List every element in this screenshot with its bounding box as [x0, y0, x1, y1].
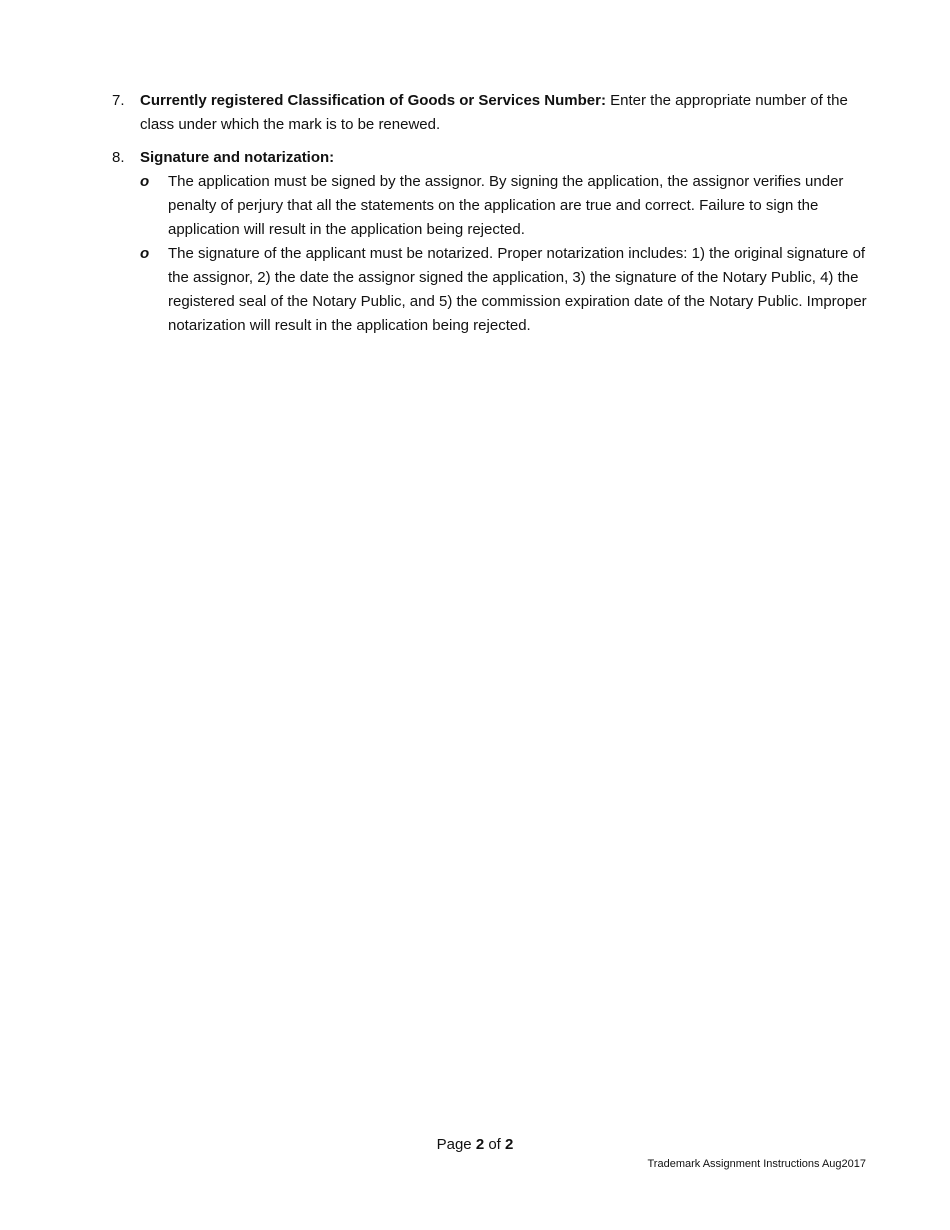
item-heading: Signature and notarization:	[140, 149, 335, 166]
bullet-item	[140, 242, 872, 338]
of-word: of	[488, 1136, 501, 1153]
item-heading: Currently registered Classification of Goods or Services Number:	[140, 92, 606, 109]
total-pages: 2	[505, 1136, 514, 1153]
page-number	[0, 1136, 950, 1153]
item-body	[140, 146, 872, 170]
bullet-text: The application must be signed by the assignor. By signing the application, the assignor verifies under penalty of perjury that all the statements on the application are true and correct. Failure to sign the application will result in the application being rejected.	[168, 173, 844, 238]
bullet-marker: o	[140, 245, 150, 262]
item-number: 8.	[112, 149, 125, 166]
bullet-item	[140, 170, 872, 242]
footer-note: Trademark Assignment Instructions Aug2017	[647, 1158, 866, 1170]
current-page: 2	[475, 1136, 485, 1153]
instruction-item-8	[112, 146, 872, 338]
bullet-text: The signature of the applicant must be notarized. Proper notarization includes: 1) the original signature of the assignor, 2) the date the assignor signed the application, 3) the signature of the Notary Public, 4) the registered seal of the Notary Public, and 5) the commission expiration date of the Notary Public. Improper notarization will result in the application being rejected.	[168, 245, 867, 334]
instruction-item-7	[112, 89, 872, 137]
bullet-marker: o	[140, 173, 150, 190]
item-text: Enter the appropriate number of the class under which the mark is to be renewed.	[140, 92, 848, 133]
page-word: Page	[436, 1136, 472, 1153]
bullet-list	[140, 170, 872, 338]
item-body	[140, 89, 872, 137]
item-number: 7.	[112, 92, 125, 109]
